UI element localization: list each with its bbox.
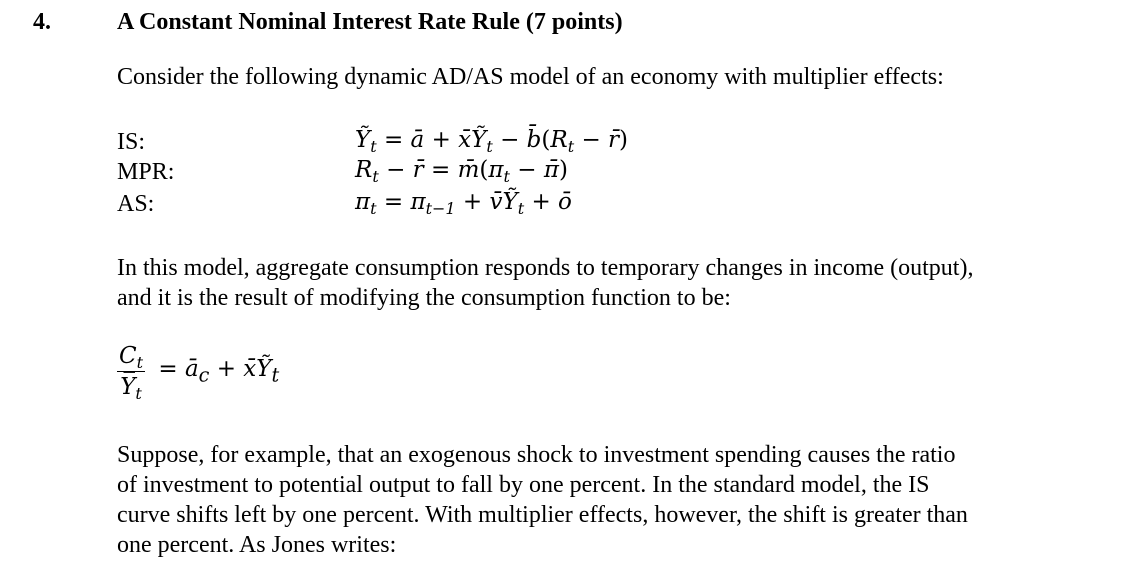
paragraph-3-line-3: curve shifts left by one percent. With multiplier effects, however, the shift is greater than [117,502,968,528]
mpr-formula: $R_t$ − r̄ = $m̄(\pi_t$ − π̄) [355,157,568,186]
paragraph-3 [117,440,1087,560]
paragraph-2-line-2: and it is the result of modifying the consumption function to be: [117,285,731,311]
paragraph-3-line-4: one percent. As Jones writes: [117,532,397,558]
paragraph-2 [117,253,1087,313]
mpr-equation [355,156,568,184]
is-equation [355,126,628,154]
fraction-denominator: $Y̅_t$ [120,374,142,403]
is-label: IS: [117,129,146,155]
mpr-label: MPR: [117,159,175,185]
question-number: 4. [33,9,51,35]
as-label: AS: [117,191,155,217]
intro-paragraph: Consider the following dynamic AD/AS model of an economy with multiplier effects: [117,64,944,90]
as-equation [355,188,572,216]
consumption-fraction [117,343,145,403]
paragraph-3-line-1: Suppose, for example, that an exogenous shock to investment spending causes the ratio [117,442,956,468]
consumption-function [117,343,280,403]
paragraph-2-line-1: In this model, aggregate consumption responds to temporary changes in income (output), [117,255,974,281]
as-formula: $\pi_t = \pi_{t-1}$ + v̄Ỹ$_t$ + ō [355,189,572,218]
paragraph-3-line-2: of investment to potential output to fall by one percent. In the standard model, the IS [117,472,930,498]
question-title: A Constant Nominal Interest Rate Rule (7 points) [117,9,623,35]
consumption-rhs: = $ā_c$ + x̄Ỹ$_t$ [158,356,280,387]
is-formula: Ỹ$_t$ = ā + x̄Ỹ$_t$ − $b̄(R_t$ − r̄) [355,127,629,156]
fraction-numerator: $C_t$ [119,343,144,372]
